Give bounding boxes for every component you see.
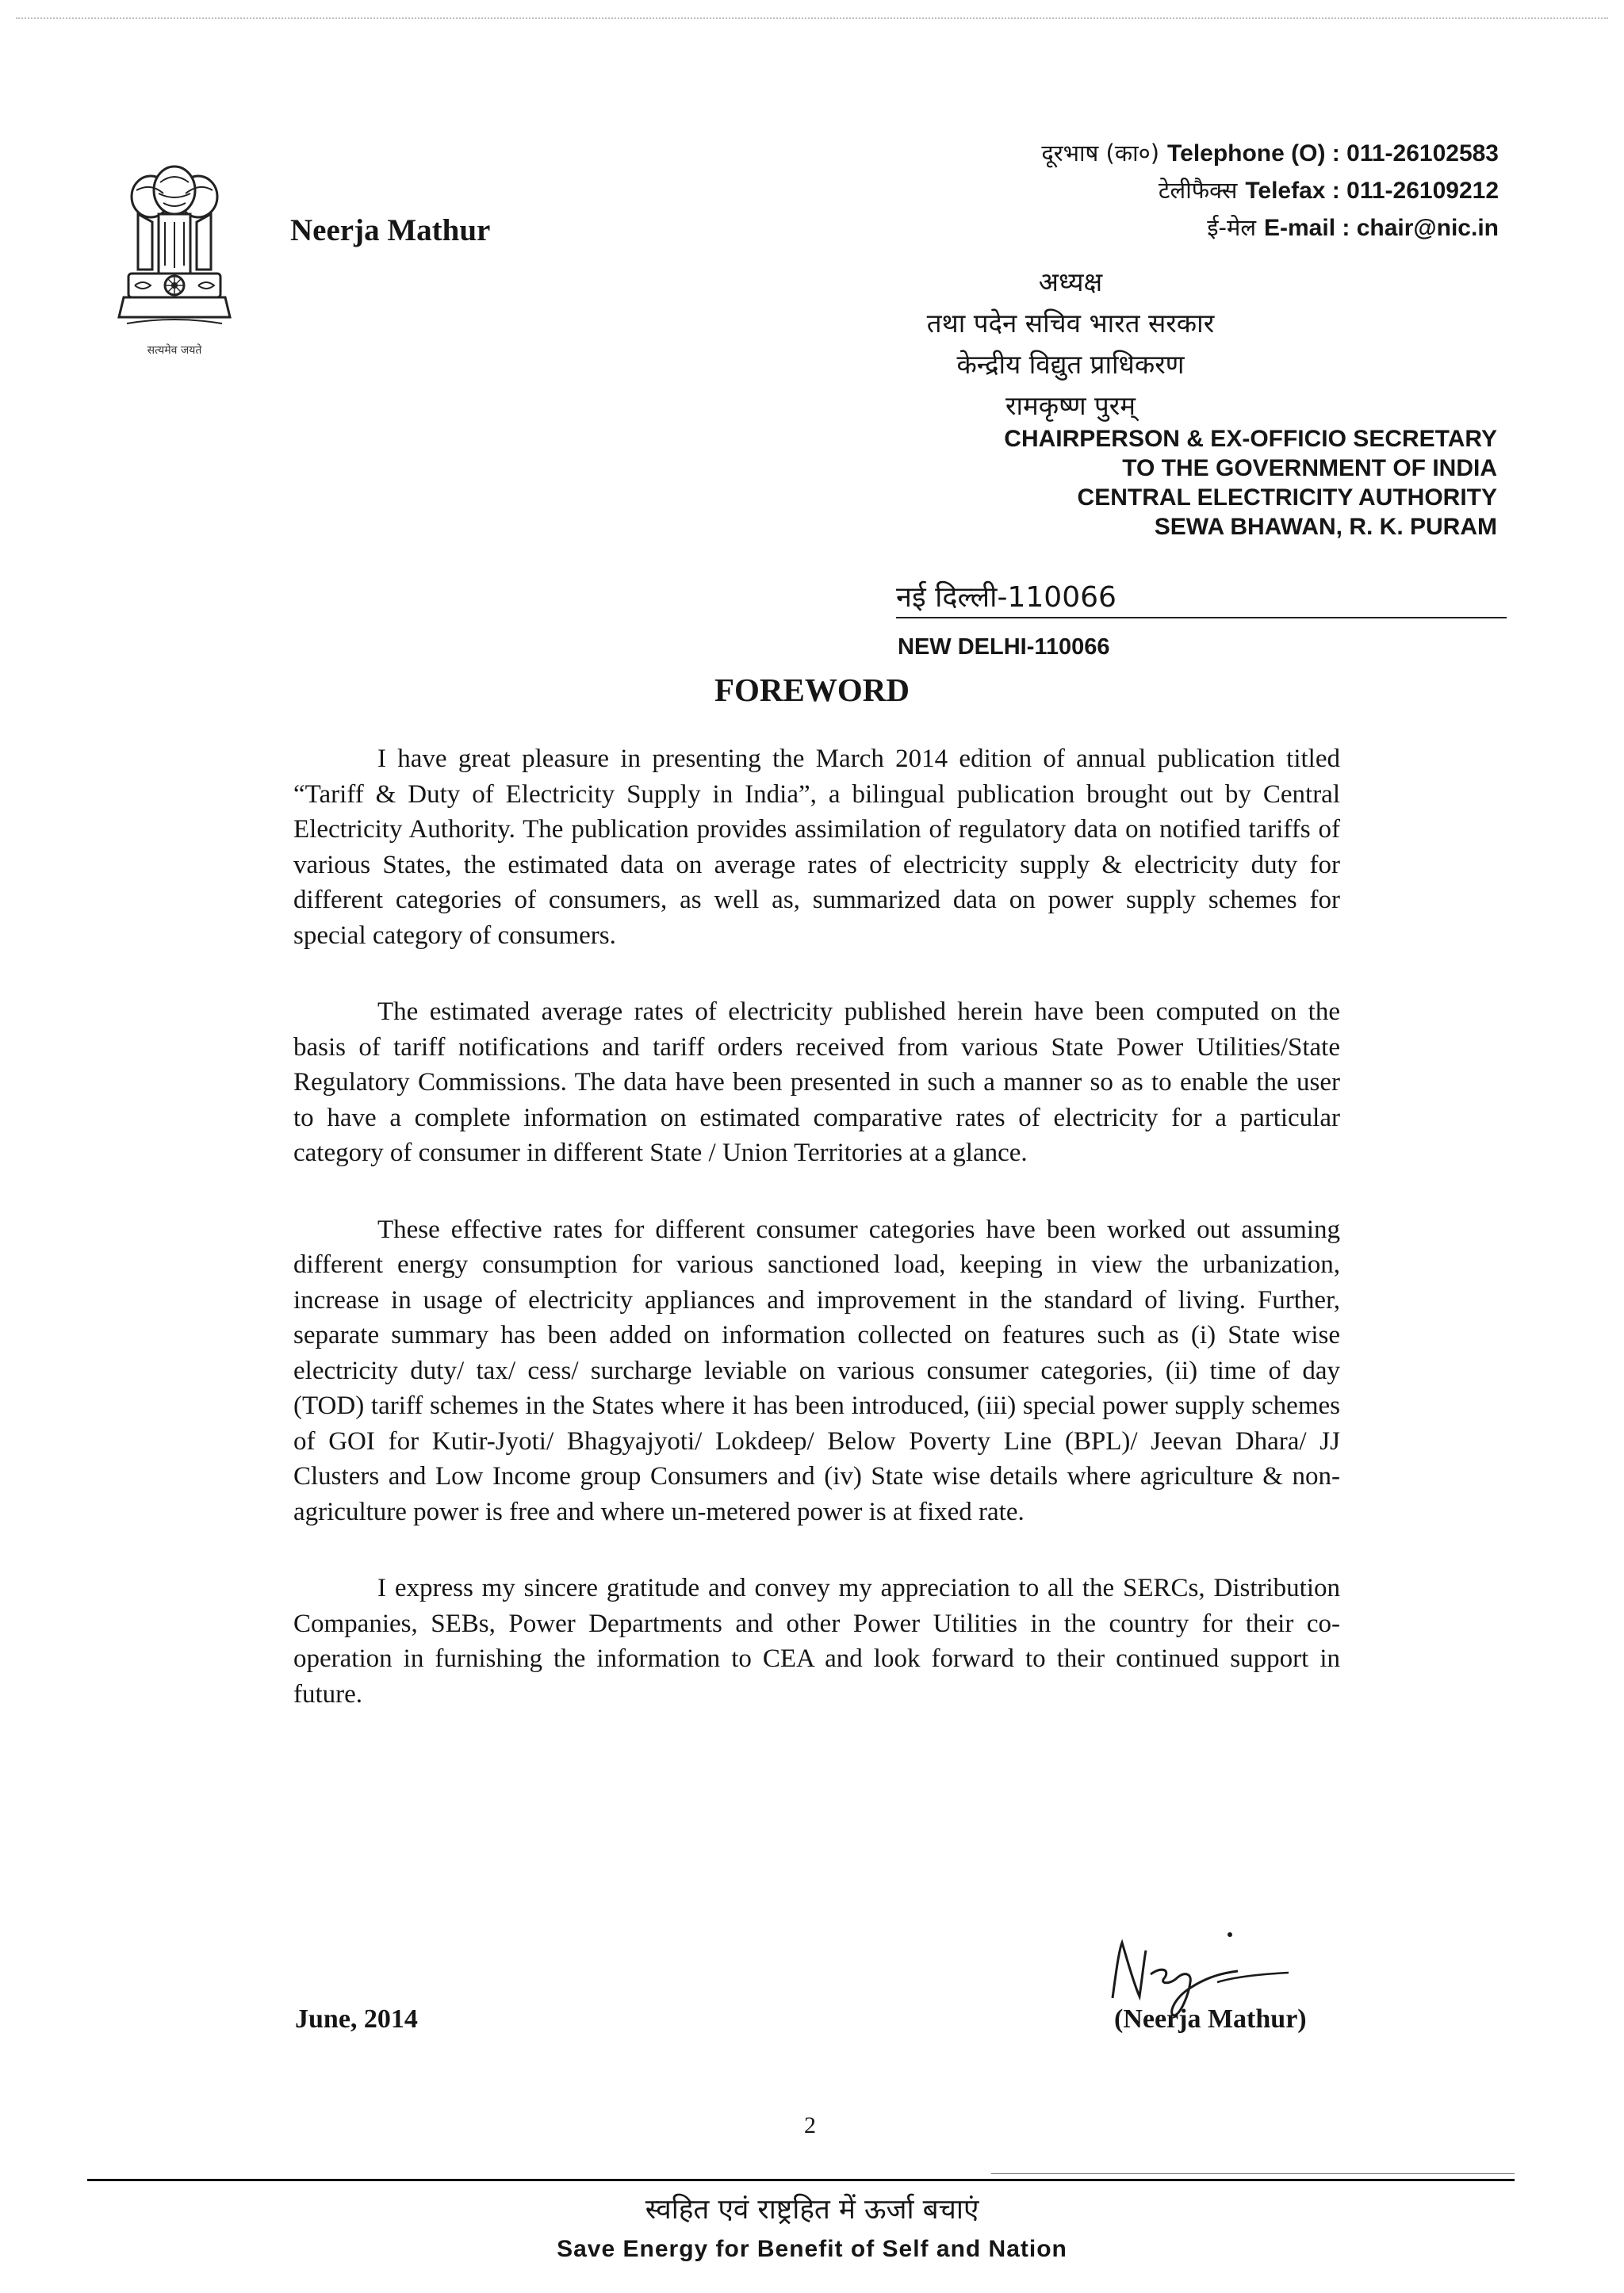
telephone-line (1041, 135, 1499, 172)
state-emblem (103, 159, 246, 365)
contact-block (1041, 135, 1499, 247)
designation-english (1004, 424, 1497, 542)
telefax-text: Telefax : 011-26109212 (1245, 178, 1499, 204)
city-english: NEW DELHI-110066 (898, 634, 1110, 660)
designation-hindi-line: तथा पदेन सचिव भारत सरकार (926, 308, 1215, 339)
designation-hindi-line: अध्यक्ष (1038, 266, 1103, 297)
sender-name: Neerja Mathur (290, 213, 491, 247)
email-text: E-mail : chair@nic.in (1264, 215, 1499, 241)
email-label-hindi: ई-मेल (1207, 214, 1256, 241)
telephone-text: Telephone (O) : 011-26102583 (1167, 140, 1499, 167)
header-divider (896, 617, 1507, 618)
designation-english-line: SEWA BHAWAN, R. K. PURAM (1154, 514, 1497, 540)
signatory-name: (Neerja Mathur) (1114, 2004, 1307, 2034)
lion-capital-emblem-icon (103, 159, 246, 341)
designation-hindi-line: रामकृष्ण पुरम् (1005, 390, 1136, 421)
footer-slogan-english: Save Energy for Benefit of Self and Nation (557, 2236, 1067, 2262)
telephone-label-hindi: दूरभाष (का०) (1041, 140, 1160, 167)
foreword-paragraph: I have great pleasure in presenting the March 2014 edition of annual publication titled “Tariff & Duty of Electricity Supply in India”, a bilingual publication brought out by Central Electricity Authority. The publication provides assimilation of regulatory data on notified tariffs of various States, the estimated data on average rates of electricity supply & electricity duty for different categories of consumers, as well as, summarized data on power supply schemes for special category of consumers. (293, 745, 1340, 950)
footer-slogan-hindi: स्वहित एवं राष्ट्रहित में ऊर्जा बचाएं (645, 2194, 979, 2226)
foreword-body (293, 741, 1340, 1753)
designation-english-line: CHAIRPERSON & EX-OFFICIO SECRETARY (1004, 426, 1497, 452)
designation-hindi (833, 262, 1308, 427)
foreword-paragraph: I express my sincere gratitude and convey my appreciation to all the SERCs, Distribution Companies, SEBs, Power Departments and other Power Utilities in the country for their co-operation in furnishing the information to CEA and look forward to their continued support in future. (293, 1574, 1340, 1709)
designation-hindi-line: केन्द्रीय विद्युत प्राधिकरण (956, 349, 1185, 380)
emblem-motto: सत्यमेव जयते (147, 344, 202, 357)
designation-english-line: CENTRAL ELECTRICITY AUTHORITY (1077, 484, 1497, 511)
foreword-title: FOREWORD (714, 672, 910, 708)
scan-edge-dots (16, 17, 1608, 19)
footer-rule (87, 2179, 1515, 2181)
city-hindi: नई दिल्ली-110066 (896, 581, 1116, 614)
telefax-label-hindi: टेलीफैक्स (1158, 177, 1238, 204)
page-number: 2 (804, 2112, 816, 2138)
foreword-paragraph: These effective rates for different consumer categories have been worked out assuming different energy consumption for various sanctioned load, keeping in view the urbanization, increase in usage of electricity appliances and improvement in the standard of living. Further, separate summary has been added on information collected on features such as (i) State wise electricity duty/ tax/ cess/ surcharge leviable on various consumer categories, (ii) time of day (TOD) tariff schemes in the States where it has been introduced, (iii) special power supply schemes of GOI for Kutir-Jyoti/ Bhagyajyoti/ Lokdeep/ Below Poverty Line (BPL)/ Jeevan Dhara/ JJ Clusters and Low Income group Consumers and (iv) State wise details where agriculture & non-agriculture power is free and where un-metered power is at fixed rate. (293, 1215, 1340, 1526)
footer-thin-rule (991, 2173, 1515, 2174)
letter-date: June, 2014 (295, 2004, 418, 2034)
designation-english-line: TO THE GOVERNMENT OF INDIA (1122, 455, 1497, 481)
foreword-paragraph: The estimated average rates of electricity published herein have been computed on the basis of tariff notifications and tariff orders received from various State Power Utilities/State Regulatory Commissions. The data have been presented in such a manner so as to enable the user to have a complete information on estimated comparative rates of electricity for a particular category of consumer in different State / Union Territories at a glance. (293, 997, 1340, 1167)
email-line (1041, 209, 1499, 247)
telefax-line (1041, 172, 1499, 209)
